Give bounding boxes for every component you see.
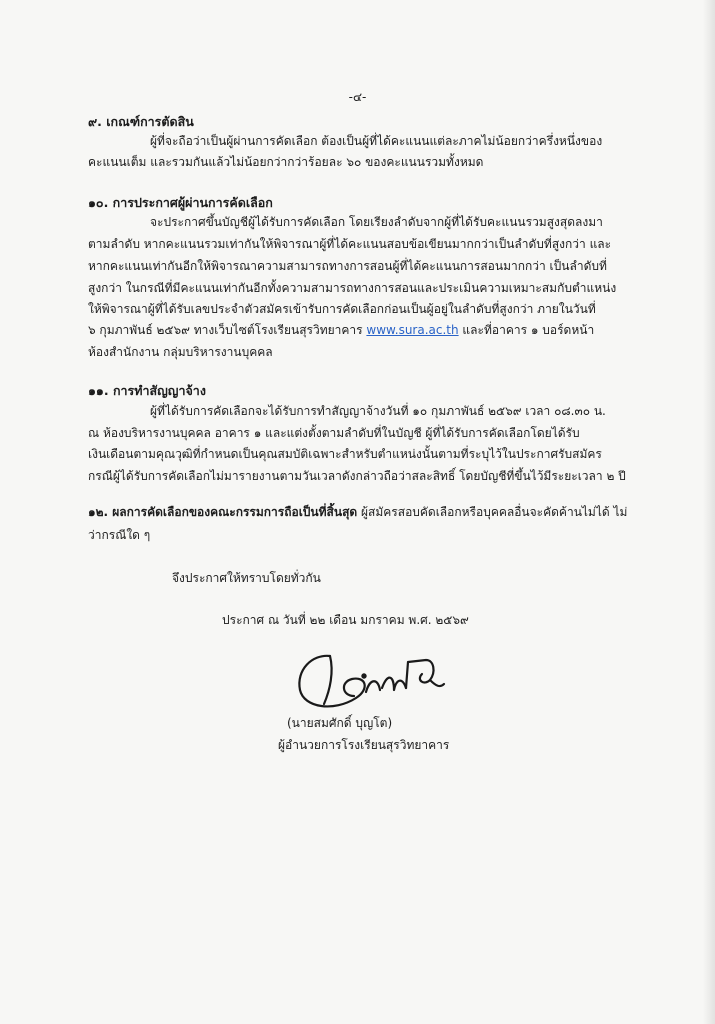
section11-line-2: ณ ห้องบริหารงานบุคคล อาคาร ๑ และแต่งตั้งตามลำดับที่ในบัญชี ผู้ที่ได้รับการคัดเลือกโดยได้รับ — [88, 426, 580, 440]
date-line: ประกาศ ณ วันที่ ๒๒ เดือน มกราคม พ.ศ. ๒๕๖๙ — [222, 613, 469, 627]
section10-line-5: ให้พิจารณาผู้ที่ได้รับเลขประจำตัวสมัครเข้ารับการคัดเลือกก่อนเป็นผู้อยู่ในลำดับที่สูงกว่า ภายในวันที่ — [88, 302, 596, 316]
signer-title: ผู้อำนวยการโรงเรียนสุรวิทยาคาร — [278, 738, 450, 752]
section10-heading: ๑๐. การประกาศผู้ผ่านการคัดเลือก — [88, 195, 273, 210]
section10-line-1: จะประกาศขึ้นบัญชีผู้ได้รับการคัดเลือก โดยเรียงลำดับจากผู้ที่ได้รับคะแนนรวมสูงสุดลงมา — [150, 215, 603, 229]
section10-line-2: ตามลำดับ หากคะแนนรวมเท่ากันให้พิจารณาผู้ที่ได้คะแนนสอบข้อเขียนมากกว่าเป็นลำดับที่สูงกว่า และ — [88, 237, 612, 251]
section11-heading: ๑๑. การทำสัญญาจ้าง — [88, 383, 206, 398]
section12-heading: ๑๒. ผลการคัดเลือกของคณะกรรมการถือเป็นที่สิ้นสุด — [88, 505, 358, 519]
section9-line-1: ผู้ที่จะถือว่าเป็นผู้ผ่านการคัดเลือก ต้องเป็นผู้ที่ได้คะแนนแต่ละภาคไม่น้อยกว่าครึ่งหนึ่งของ — [150, 134, 603, 148]
section10-line-4: สูงกว่า ในกรณีที่มีคะแนนเท่ากันอีกทั้งความสามารถทางการสอนและประเมินความเหมาะสมกับตำแหน่ง — [88, 281, 617, 295]
section11-line-4: กรณีผู้ได้รับการคัดเลือกไม่มารายงานตามวันเวลาดังกล่าวถือว่าสละสิทธิ์ โดยบัญชีที่ขึ้นไว้มีระยะเวลา ๒ ปี — [88, 469, 626, 483]
section12-line-1 — [88, 504, 627, 520]
section10-line-6 — [88, 322, 594, 338]
page-number: -๔- — [348, 90, 367, 104]
section10-line-6-before: ๖ กุมภาพันธ์ ๒๕๖๙ ทางเว็บไซต์โรงเรียนสุรวิทยาคาร — [88, 323, 367, 337]
section9-heading: ๙. เกณฑ์การตัดสิน — [88, 114, 194, 129]
section10-line-3: หากคะแนนเท่ากันอีกให้พิจารณาความสามารถทางการสอนผู้ที่ได้คะแนนการสอนมากกว่า เป็นลำดับที่ — [88, 259, 607, 273]
signature-image — [290, 646, 470, 716]
section11-line-3: เงินเดือนตามคุณวุฒิที่กำหนดเป็นคุณสมบัติเฉพาะสำหรับตำแหน่งนั้นตามที่ระบุไว้ในประกาศรับสมัคร — [88, 447, 602, 461]
website-link[interactable]: www.sura.ac.th — [366, 323, 459, 337]
scan-edge-shadow — [703, 0, 715, 1024]
section12-rest: ผู้สมัครสอบคัดเลือกหรือบุคคลอื่นจะคัดค้านไม่ได้ ไม่ — [357, 505, 628, 519]
section10-line-6-after: และที่อาคาร ๑ บอร์ดหน้า — [458, 323, 595, 337]
section10-line-7: ห้องสำนักงาน กลุ่มบริหารงานบุคคล — [88, 345, 273, 359]
announce-line: จึงประกาศให้ทราบโดยทั่วกัน — [172, 571, 321, 585]
signer-name: (นายสมศักดิ์ บุญโต) — [287, 716, 393, 730]
section11-line-1: ผู้ที่ได้รับการคัดเลือกจะได้รับการทำสัญญาจ้างวันที่ ๑๐ กุมภาพันธ์ ๒๕๖๙ เวลา ๐๘.๓๐ น. — [150, 404, 606, 418]
section9-line-2: คะแนนเต็ม และรวมกันแล้วไม่น้อยกว่ากว่าร้อยละ ๖๐ ของคะแนนรวมทั้งหมด — [88, 155, 484, 169]
section12-line-2: ว่ากรณีใด ๆ — [88, 528, 151, 542]
